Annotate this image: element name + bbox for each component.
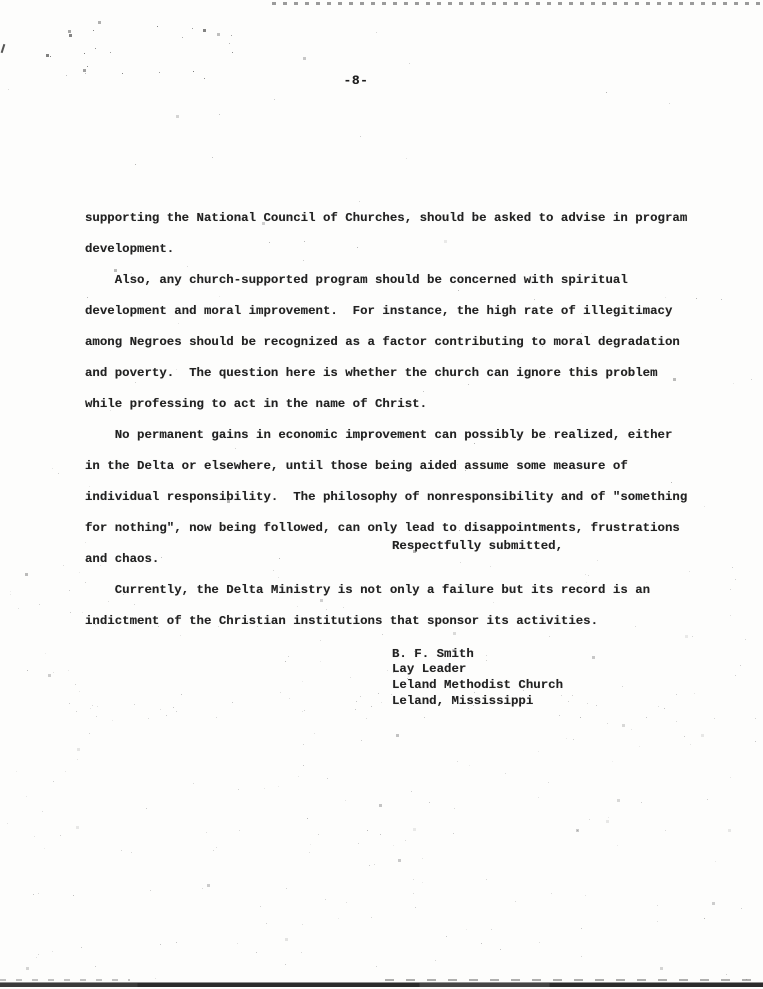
- scan-bottom-dashes: [385, 979, 755, 981]
- text-line: Also, any church-supported program should be concerned with spiritual: [85, 273, 628, 287]
- scan-edge-mark: [1, 44, 6, 53]
- letter-body: [85, 110, 725, 637]
- text-line: among Negroes should be recognized as a factor contributing to moral degradation: [85, 335, 680, 349]
- signature-line: Leland Methodist Church: [392, 677, 564, 692]
- page-number: -8-: [343, 73, 369, 88]
- text-line: Currently, the Delta Ministry is not only a failure but its record is an: [85, 583, 651, 597]
- signature-line: Lay Leader: [392, 662, 467, 677]
- signature-block: [392, 600, 563, 709]
- scan-bottom-bar: [0, 982, 763, 987]
- closing-line: Respectfully submitted,: [392, 539, 564, 553]
- text-line: development and moral improvement. For instance, the high rate of illegitimacy: [85, 304, 673, 318]
- signature-line: Leland, Mississippi: [392, 693, 534, 708]
- scan-noise-speckle: [0, 0, 1, 1]
- text-line: No permanent gains in economic improvement can possibly be realized, either: [85, 428, 673, 442]
- text-line: in the Delta or elsewhere, until those being aided assume some measure of: [85, 459, 628, 473]
- scan-bottom-dashes-left: [0, 979, 130, 981]
- text-line: and chaos.: [85, 552, 160, 566]
- text-line: individual responsibility. The philosophy of nonresponsibility and of "something: [85, 490, 688, 504]
- signature-line: B. F. Smith: [392, 646, 474, 661]
- scan-edge-dashed-line: [272, 2, 763, 5]
- text-line: and poverty. The question here is whether the church can ignore this problem: [85, 366, 658, 380]
- text-line: while professing to act in the name of Christ.: [85, 397, 428, 411]
- text-line: indictment of the Christian institutions that sponsor its activities.: [85, 614, 599, 628]
- text-line: development.: [85, 242, 175, 256]
- text-line: supporting the National Council of Churches, should be asked to advise in program: [85, 211, 688, 225]
- text-line: for nothing", now being followed, can only lead to disappointments, frustrations: [85, 521, 680, 535]
